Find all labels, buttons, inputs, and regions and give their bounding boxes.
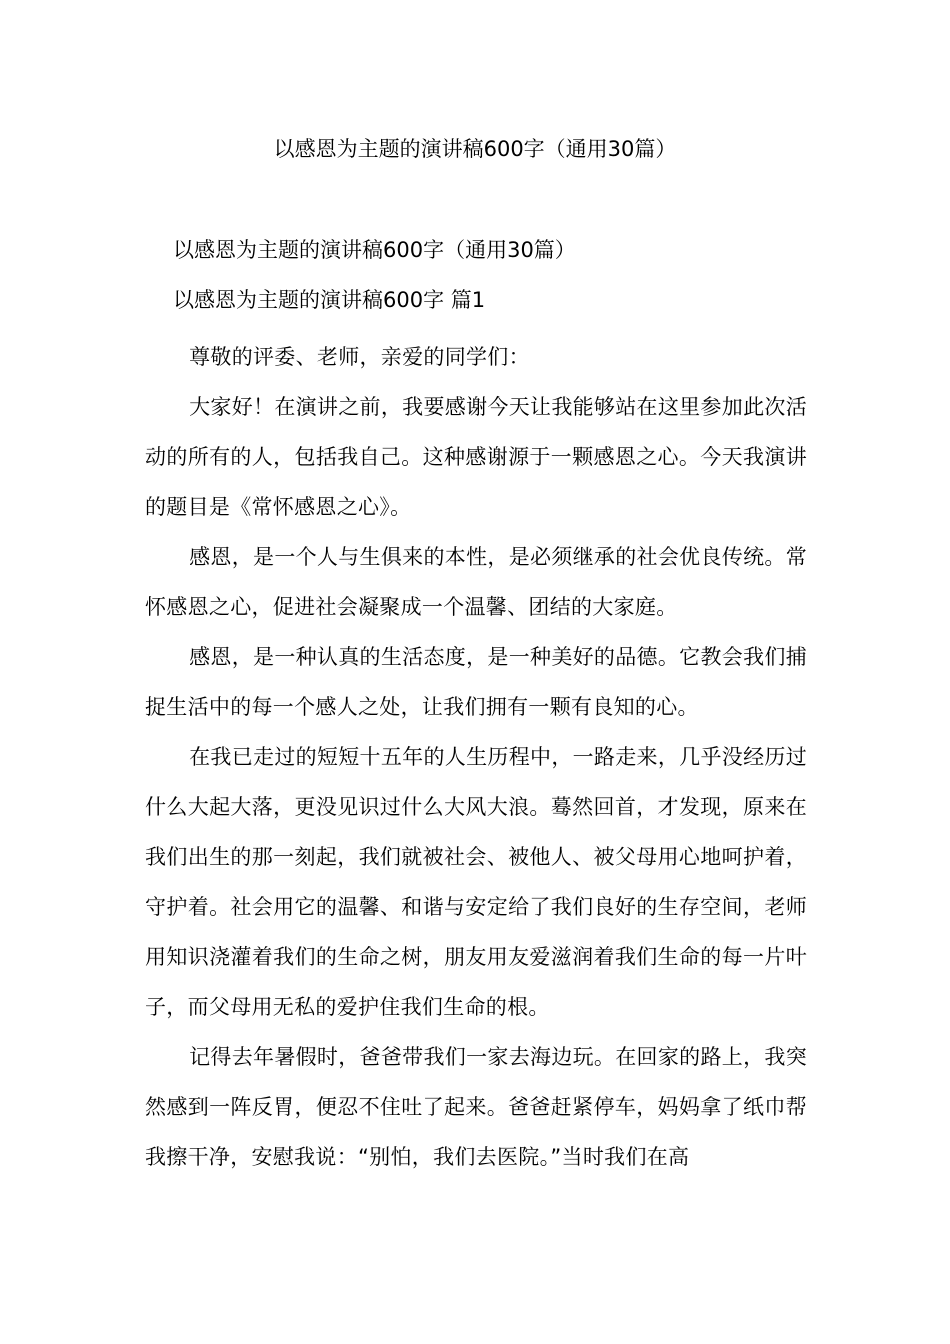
paragraph-summer-memory: 记得去年暑假时，爸爸带我们一家去海边玩。在回家的路上，我突然感到一阵反胃，便忍不住吐了起来。爸爸赶紧停车，妈妈拿了纸巾帮我擦干净，安慰我说：“别怕，我们去医院。”当时我们在高 xyxy=(145,1045,807,1169)
document-subtitle: 以感恩为主题的演讲稿600字（通用30篇） xyxy=(173,238,576,262)
paragraph-greeting: 尊敬的评委、老师，亲爱的同学们： xyxy=(189,345,530,369)
document-title: 以感恩为主题的演讲稿600字（通用30篇） xyxy=(273,137,677,161)
paragraph-gratitude-attitude: 感恩，是一种认真的生活态度，是一种美好的品德。它教会我们捕捉生活中的每一个感人之处，让我们拥有一颗有良知的心。 xyxy=(145,645,807,719)
paragraph-intro: 大家好！在演讲之前，我要感谢今天让我能够站在这里参加此次活动的所有的人，包括我自己。这种感谢源于一颗感恩之心。今天我演讲的题目是《常怀感恩之心》。 xyxy=(145,395,807,519)
section-heading: 以感恩为主题的演讲稿600字 篇1 xyxy=(173,288,486,312)
document-body xyxy=(145,332,807,1182)
paragraph-life-journey: 在我已走过的短短十五年的人生历程中，一路走来，几乎没经历过什么大起大落，更没见识过什么大风大浪。蓦然回首，才发现，原来在我们出生的那一刻起，我们就被社会、被他人、被父母用心地呵护着，守护着。社会用它的温馨、和谐与安定给了我们良好的生存空间，老师用知识浇灌着我们的生命之树，朋友用友爱滋润着我们生命的每一片叶子，而父母用无私的爱护住我们生命的根。 xyxy=(145,745,807,1019)
paragraph-gratitude-nature: 感恩，是一个人与生俱来的本性，是必须继承的社会优良传统。常怀感恩之心，促进社会凝聚成一个温馨、团结的大家庭。 xyxy=(145,545,807,619)
